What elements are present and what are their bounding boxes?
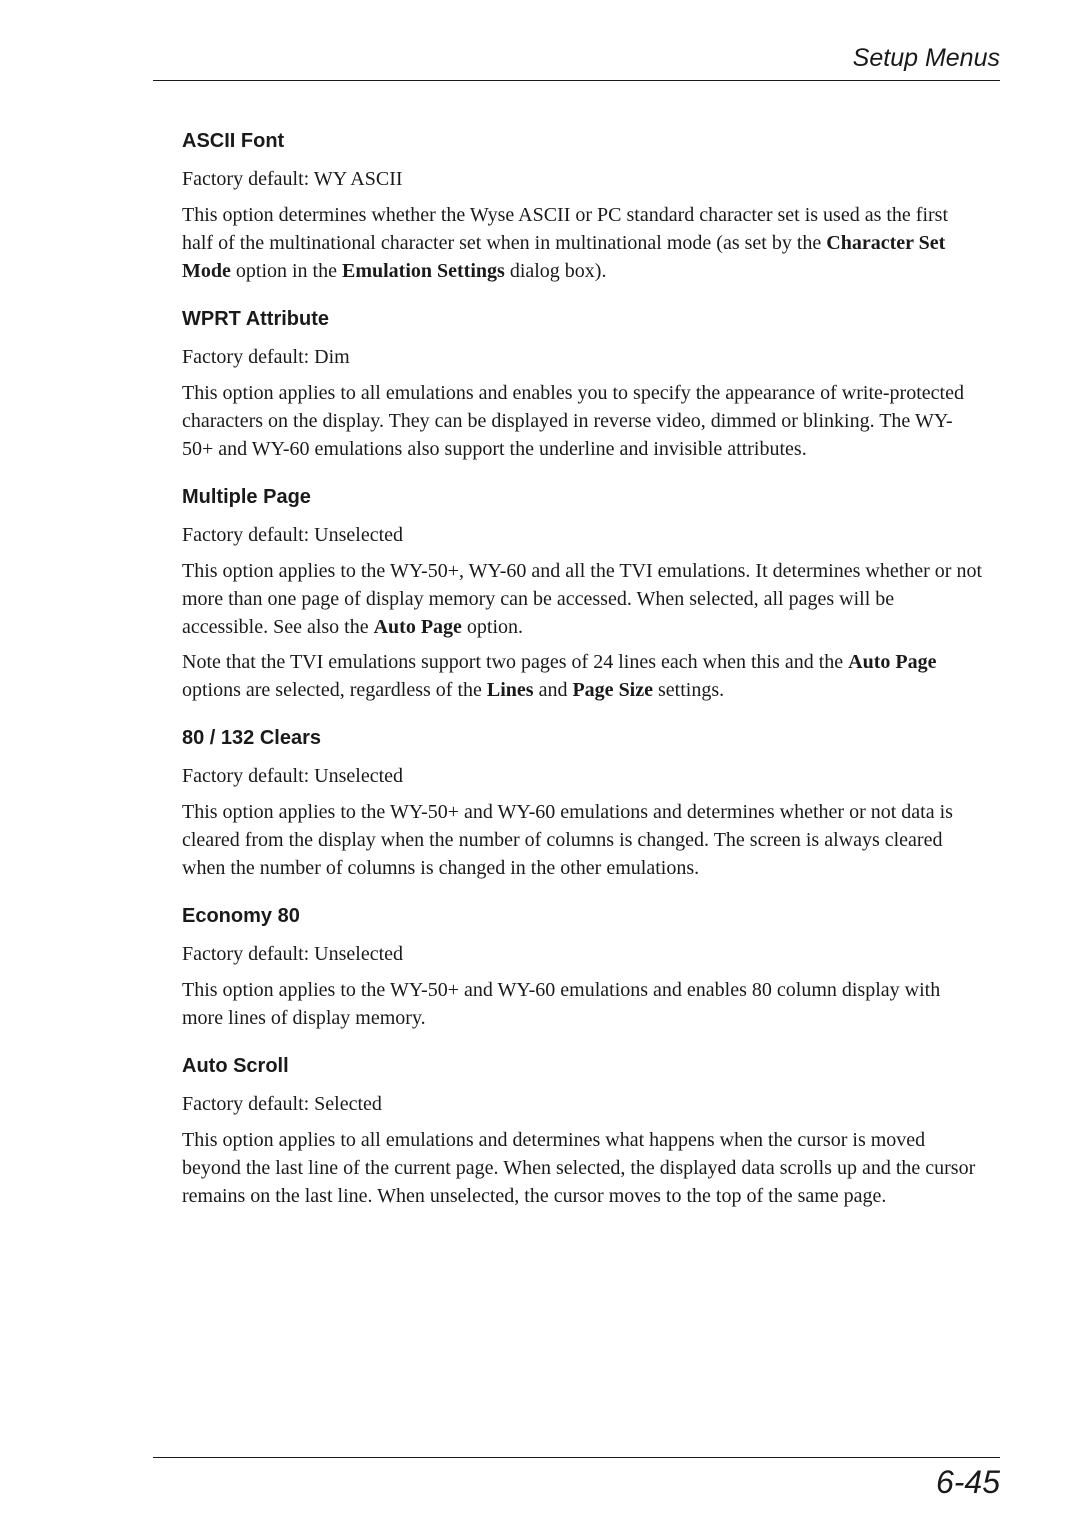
text-run: option in the xyxy=(230,260,342,282)
text-run: This option determines whether the Wyse ASCII or PC standard character set is used as the first half of the multinational character set when in multinational mode (as set by the xyxy=(182,204,949,254)
factory-default: Factory default: Unselected xyxy=(182,524,404,546)
description-paragraph xyxy=(182,976,982,1032)
setting-section xyxy=(182,483,982,704)
bold-term: Emulation Settings xyxy=(342,260,505,282)
bold-term: Character Set Mode xyxy=(182,232,946,282)
setting-section xyxy=(182,127,982,285)
footer-divider xyxy=(153,1457,1000,1458)
text-run: This option applies to the WY-50+, WY-60 and all the TVI emulations. It determines whether or not more than one page of display memory can be accessed. When selected, all pages will be accessible. See also the xyxy=(182,560,983,638)
bold-term: Auto Page xyxy=(373,616,462,638)
section-heading: ASCII Font xyxy=(182,130,285,152)
description-paragraph xyxy=(182,201,982,285)
description-paragraph xyxy=(182,379,982,463)
setting-section xyxy=(182,1052,982,1210)
text-run: settings. xyxy=(653,679,725,701)
text-run: options are selected, regardless of the xyxy=(182,679,487,701)
factory-default: Factory default: WY ASCII xyxy=(182,168,403,190)
section-heading: Economy 80 xyxy=(182,905,300,927)
text-run: and xyxy=(533,679,573,701)
text-run: This option applies to all emulations and determines what happens when the cursor is moved beyond the last line of the current page. When selected, the displayed data scrolls up and the cursor remains on the last line. When unselected, the cursor moves to the top of the same page. xyxy=(182,1129,976,1207)
description-paragraph xyxy=(182,798,982,882)
text-run: This option applies to the WY-50+ and WY-60 emulations and enables 80 column display with more lines of display memory. xyxy=(182,979,941,1029)
description-paragraph xyxy=(182,1126,982,1210)
bold-term: Page Size xyxy=(572,679,653,701)
setting-section xyxy=(182,305,982,463)
document-body xyxy=(182,127,982,1230)
text-run: dialog box). xyxy=(504,260,607,282)
factory-default: Factory default: Unselected xyxy=(182,765,404,787)
description-paragraph xyxy=(182,648,982,704)
page-header-title: Setup Menus xyxy=(852,44,1000,72)
page-number: 6-45 xyxy=(935,1464,1000,1500)
factory-default: Factory default: Dim xyxy=(182,346,350,368)
text-run: Note that the TVI emulations support two pages of 24 lines each when this and the xyxy=(182,651,849,673)
section-heading: Auto Scroll xyxy=(182,1055,289,1077)
header-divider xyxy=(153,80,1000,81)
bold-term: Auto Page xyxy=(848,651,937,673)
section-heading: WPRT Attribute xyxy=(182,308,330,330)
text-run: This option applies to all emulations and enables you to specify the appearance of write-protected characters on the display. They can be displayed in reverse video, dimmed or blinking. The WY-50+ and WY-60 emulations also support the underline and invisible attributes. xyxy=(182,382,964,460)
setting-section xyxy=(182,724,982,882)
factory-default: Factory default: Unselected xyxy=(182,943,404,965)
factory-default: Factory default: Selected xyxy=(182,1093,382,1115)
section-heading: 80 / 132 Clears xyxy=(182,727,321,749)
setting-section xyxy=(182,902,982,1032)
description-paragraph xyxy=(182,557,982,641)
bold-term: Lines xyxy=(486,679,534,701)
section-heading: Multiple Page xyxy=(182,486,311,508)
text-run: option. xyxy=(461,616,524,638)
text-run: This option applies to the WY-50+ and WY-60 emulations and determines whether or not data is cleared from the display when the number of columns is changed. The screen is always cleared when the number of columns is changed in the other emulations. xyxy=(182,801,953,879)
